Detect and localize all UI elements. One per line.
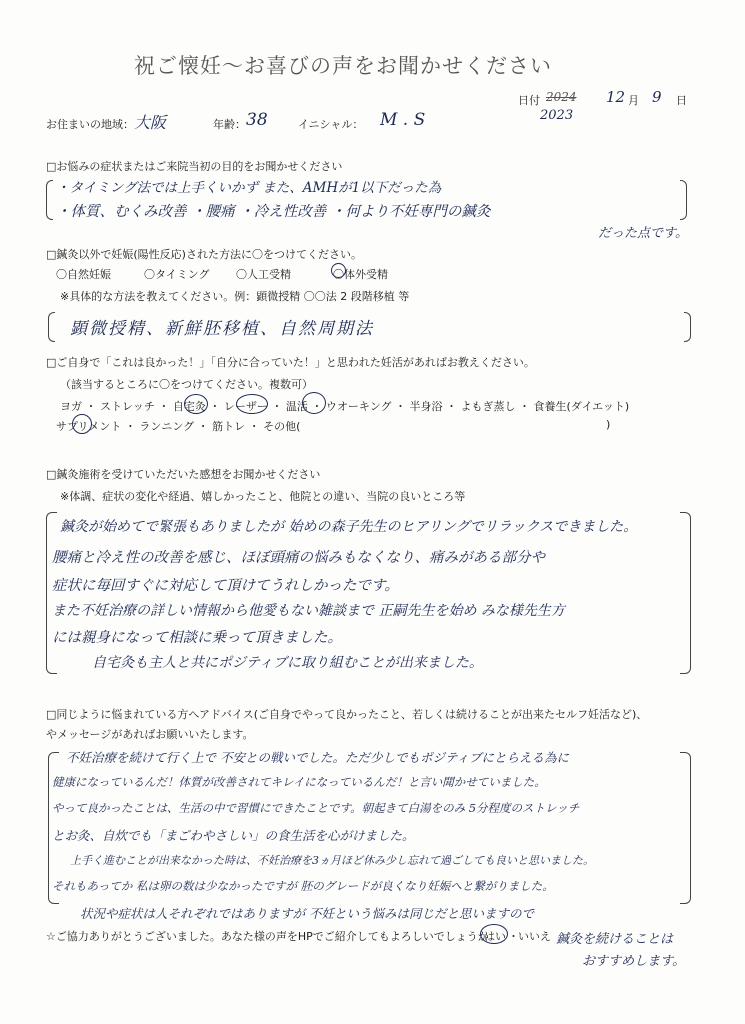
date-month: 12 [606, 88, 626, 106]
q5-answer-end1: 鍼灸を続けることは [556, 932, 674, 947]
q3-label: □ご自身で「これは良かった！」「自分に合っていた！」と思われた妊活があればお教えください。 [46, 356, 535, 369]
q4-answer-line: には親身になって相談に乗って頂きました。 [52, 630, 342, 646]
q1-answer-line3: だった点です。 [598, 226, 688, 241]
q2-option-ivf: 〇体外受精 [333, 268, 388, 281]
q5-answer-end2: おすすめします。 [582, 954, 686, 969]
q2-detail-label: ※具体的な方法を教えてください。例：顕微授精 〇〇法 2 段階移植 等 [60, 290, 410, 303]
q2-detail-answer: 顕微授精、新鮮胚移植、自然周期法 [70, 319, 374, 339]
page-title: 祝ご懐妊〜お喜びの声をお聞かせください [134, 54, 552, 78]
q4-label: □鍼灸施術を受けていただいた感想をお聞かせください [46, 468, 321, 481]
q4-answer-line: 自宅灸も主人と共にポジティブに取り組むことが出来ました。 [92, 655, 483, 671]
q1-label: □お悩みの症状またはご来院当初の目的をお聞かせください [46, 160, 343, 173]
q4-bracket-right [680, 512, 691, 674]
q3-home-moxa-mark [184, 394, 208, 414]
q3-laser-mark [236, 394, 268, 414]
q5-bracket-right [680, 752, 691, 904]
q2-label: □鍼灸以外で妊娠(陽性反応)された方法に〇をつけてください。 [46, 248, 362, 261]
q2-option-artificial: 〇人工受精 [236, 268, 291, 281]
date-day-unit: 日 [676, 94, 687, 107]
q3-warming-mark [302, 392, 326, 414]
q3-options-close: ) [606, 418, 611, 431]
q4-answer-line: 腰痛と冷え性の改善を感じ、ほぼ頭痛の悩みもなくなり、痛みがある部分や [52, 550, 545, 566]
q2-ivf-mark [331, 263, 346, 278]
q5-answer-line: 健康になっているんだ！体質が改善されてキレイになっているんだ！と言い聞かせていました。 [52, 775, 546, 789]
footer-yes: はい [484, 930, 506, 943]
q1-bracket-left [46, 180, 53, 220]
date-day: 9 [652, 88, 662, 106]
age-label: 年齢： [213, 118, 246, 131]
q4-answer-line: 症状に毎回すぐに対応して頂けてうれしかったです。 [52, 578, 399, 594]
q5-label: □同じように悩まれている方へアドバイス(ご自身でやって良かったこと、若しくは続けることが出来たセルフ妊活など)、 [46, 708, 648, 721]
date-month-unit: 月 [628, 94, 639, 107]
q3-options-line2: サプリメント ・ ランニング ・ 筋トレ ・ その他( [56, 420, 301, 433]
age-value: 38 [246, 110, 268, 130]
date-label: 日付 [518, 94, 540, 107]
q1-bracket-right [680, 180, 687, 220]
q2-option-natural: 〇自然妊娠 [56, 268, 111, 281]
q5-answer-line: とお灸、自炊でも「まごわやさしい」の食生活を心がけました。 [52, 828, 415, 843]
q1-answer-line2: ・体質、むくみ改善 ・腰痛 ・冷え性改善 ・何より不妊専門の鍼灸 [56, 204, 491, 220]
initial-label: イニシャル： [298, 118, 364, 131]
initial-value: M . S [380, 110, 426, 130]
q5-answer-line: 上手く進むことが出来なかった時は、不妊治療を3ヵ月ほど休み少し忘れて過ごしても良いと思いました。 [70, 854, 594, 867]
date-year-corrected: 2023 [540, 108, 574, 123]
q5-label-line2: やメッセージがあればお願いいたします。 [46, 728, 254, 741]
q5-answer-line: 不妊治療を続けて行く上で 不安との戦いでした。ただ少しでもポジティブにとらえる為に [66, 750, 569, 765]
q4-answer-line: また不妊治療の詳しい情報から他愛もない雑談まで 正嗣先生を始め みな様先生方 [52, 603, 565, 619]
q5-answer-line: それもあってか 私は卵の数は少なかったですが 胚のグレードが良くなり妊娠へと繋がりました。 [52, 879, 554, 893]
footer-no: いいえ [518, 930, 551, 943]
q2-bracket-right [684, 312, 691, 342]
q3-options-line1: ヨガ ・ ストレッチ ・ 自宅灸 ・ レーザー ・ 温活 ・ ウオーキング ・ 半身浴 ・ よもぎ蒸し ・ 食養生(ダイエット) [60, 400, 630, 413]
q2-bracket-left [48, 312, 55, 342]
q4-note: ※体調、症状の変化や経過、嬉しかったこと、他院との違い、当院の良いところ等 [60, 490, 466, 503]
q3-supplement-mark [72, 414, 92, 434]
footer-yes-mark [480, 924, 508, 944]
q5-answer-line: 状況や症状は人それぞれではありますが 不妊という悩みは同じだと思いますので [80, 906, 534, 921]
region-label: お住まいの地域： [46, 118, 134, 131]
q1-answer-line1: ・タイミング法では上手くいかず また、AMHが1以下だった為 [56, 180, 442, 196]
footer-separator: ・ [508, 930, 519, 943]
region-value: 大阪 [134, 113, 167, 132]
date-year-struck: 2024 [546, 90, 577, 104]
q5-answer-line: やって良かったことは、生活の中で習慣にできたことです。朝起きて白湯をのみ 5分程度のストレッチ [52, 801, 580, 815]
q2-option-timing: 〇タイミング [144, 268, 210, 281]
footer-text: ☆ご協力ありがとうございました。あなた様の声をHPでご紹介してもよろしいでしょうか [46, 930, 489, 943]
q3-note: （該当するところに〇をつけてください。複数可） [60, 378, 313, 391]
q4-answer-line: 鍼灸が始めてで緊張もありましたが 始めの森子先生のヒアリングでリラックスできました。 [60, 519, 638, 535]
